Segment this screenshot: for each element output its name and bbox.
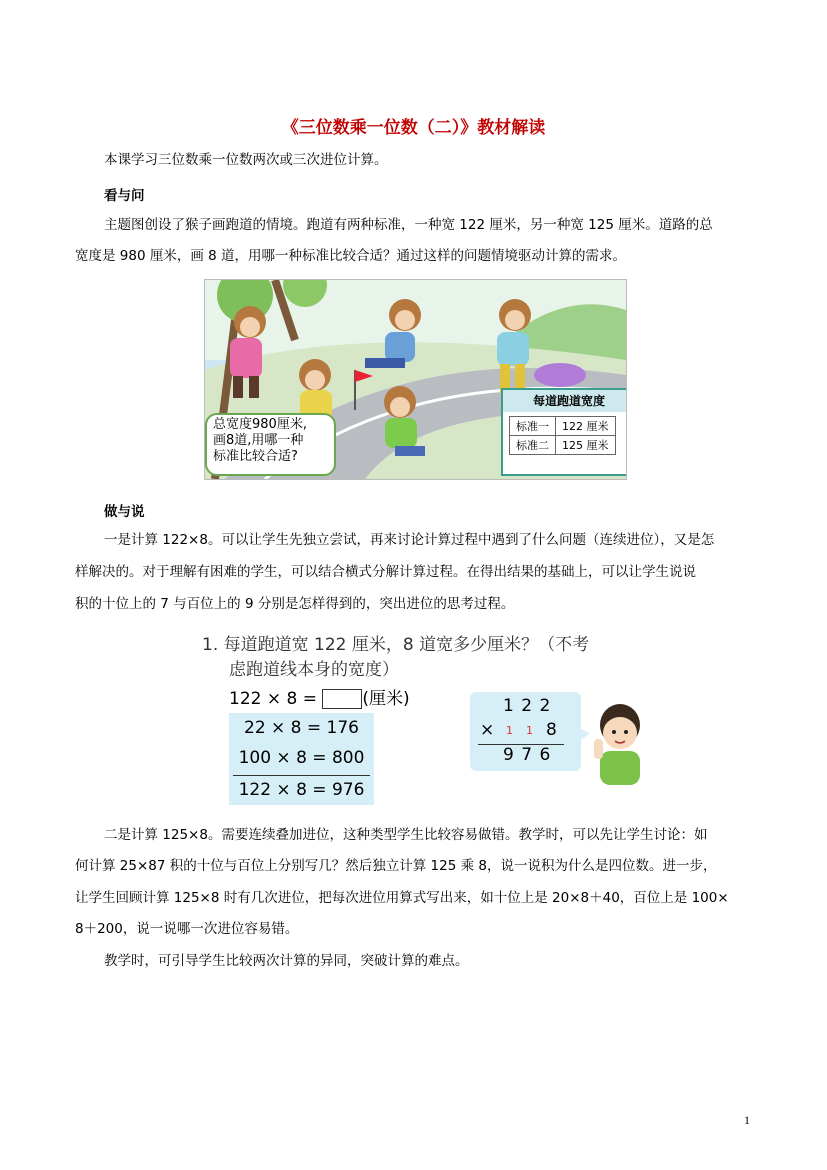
track-width-table-card (501, 388, 627, 476)
equation-unit: (厘米) (362, 689, 410, 709)
vertical-multiplier: 8 (546, 720, 557, 740)
paragraph-line: 教学时，可引导学生比较两次计算的异同，突破计算的难点。 (104, 953, 469, 969)
exercise-question: 虑跑道线本身的宽度） (229, 660, 399, 680)
calc-line: 100 × 8 = 800 (238, 748, 365, 768)
table-row (510, 436, 616, 455)
page-title: 《三位数乘一位数（二）》教材解读 (281, 118, 546, 138)
speech-line: 总宽度980厘米, (213, 417, 307, 432)
paragraph-line: 样解决的。对于理解有困难的学生，可以结合横式分解计算过程。在得出结果的基础上，可以让学生说说 (75, 564, 696, 580)
exercise-question: 1. 每道跑道宽 122 厘米，8 道宽多少厘米？（不考 (202, 635, 590, 655)
table-cell: 标准二 (510, 436, 556, 455)
paragraph-line: 二是计算 125×8。需要连续叠加进位，这种类型学生比较容易做错。教学时，可以先让学生讨论：如 (104, 827, 708, 843)
speech-bubble (205, 413, 336, 476)
monkey-track-illustration (204, 279, 627, 480)
table-row (510, 417, 616, 436)
paragraph-line: 8＋200，说一说哪一次进位容易错。 (75, 921, 299, 937)
section-heading-look-ask: 看与问 (104, 188, 145, 204)
table-title: 每道跑道宽度 (503, 390, 627, 412)
calc-line: 122 × 8 = 976 (238, 780, 365, 800)
section-heading-do-say: 做与说 (104, 504, 145, 520)
vertical-result: 9 7 6 (503, 745, 552, 765)
intro-text: 本课学习三位数乘一位数两次或三次进位计算。 (104, 152, 388, 168)
decomposition-box (229, 713, 374, 805)
speech-line: 画8道,用哪一种 (213, 433, 304, 448)
paragraph-line: 积的十位上的 7 与百位上的 9 分别是怎样得到的，突出进位的思考过程。 (75, 596, 515, 612)
answer-box (322, 689, 362, 709)
equation-row (229, 684, 410, 709)
speech-line: 标准比较合适? (213, 449, 298, 464)
vertical-top-number: 1 2 2 (503, 696, 552, 716)
equation-left: 122 × 8 = (229, 689, 317, 709)
paragraph-line: 何计算 25×87 积的十位与百位上分别写几？然后独立计算 125 乘 8，说一说积为什么是四位数。进一步， (75, 858, 717, 874)
table-cell: 122 厘米 (556, 417, 616, 436)
paragraph-line: 宽度是 980 厘米，画 8 道，用哪一种标准比较合适？通过这样的问题情境驱动计算的需求。 (75, 248, 627, 264)
vertical-calculation-bubble (470, 692, 581, 771)
paragraph-line: 主题图创设了猴子画跑道的情境。跑道有两种标准，一种宽 122 厘米，另一种宽 125 厘米。道路的总 (104, 217, 713, 233)
page-number: 1 (744, 1113, 750, 1127)
carry-digit: 1 (526, 724, 533, 737)
track-width-table (509, 416, 616, 455)
paragraph-line: 让学生回顾计算 125×8 时有几次进位，把每次进位用算式写出来，如十位上是 20×8＋40，百位上是 100× (75, 890, 729, 906)
calc-line: 22 × 8 = 176 (244, 718, 359, 738)
table-cell: 125 厘米 (556, 436, 616, 455)
multiply-sign: × (480, 720, 495, 740)
table-cell: 标准一 (510, 417, 556, 436)
paragraph-line: 一是计算 122×8。可以让学生先独立尝试，再来讨论计算过程中遇到了什么问题（连续进位），又是怎 (104, 532, 715, 548)
carry-digit: 1 (506, 724, 513, 737)
boy-character-illustration (592, 703, 650, 787)
